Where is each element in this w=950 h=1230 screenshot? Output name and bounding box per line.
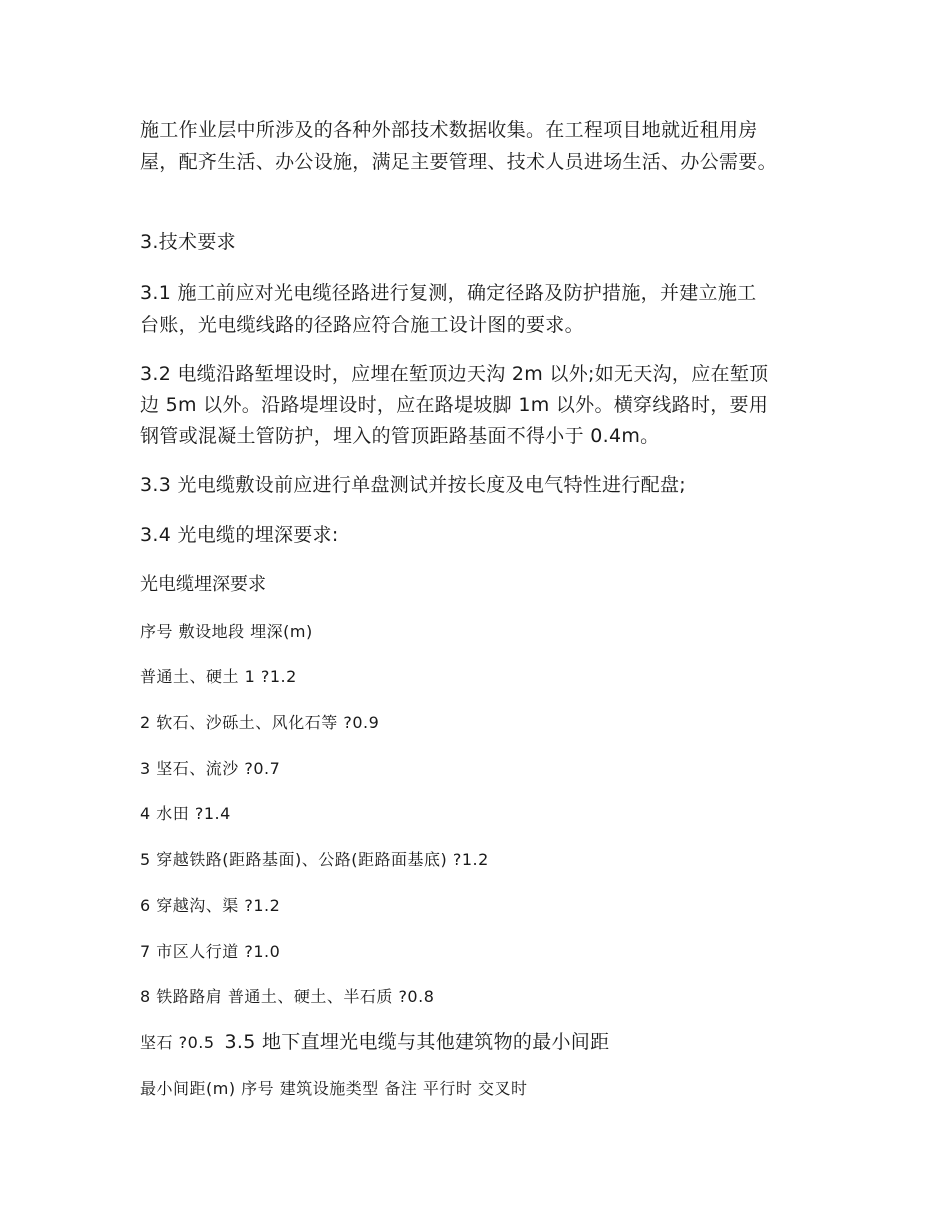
para-3-2-line-3: 钢管或混凝土管防护，埋入的管顶距路基面不得小于 0.4m。 xyxy=(140,425,660,447)
para-3-4: 3.4 光电缆的埋深要求: xyxy=(140,524,339,546)
depth-table-row-8: 8 铁路路肩 普通土、硬土、半石质 ?0.8 xyxy=(140,987,435,1006)
para-3-2-line-1: 3.2 电缆沿路堑埋设时，应埋在堑顶边天沟 2m 以外;如无天沟，应在堑顶 xyxy=(140,363,769,385)
section-3-heading: 3.技术要求 xyxy=(140,231,236,253)
depth-table-title: 光电缆埋深要求 xyxy=(140,574,266,595)
depth-table-row-7: 7 市区人行道 ?1.0 xyxy=(140,942,281,961)
intro-line-2: 屋，配齐生活、办公设施，满足主要管理、技术人员进场生活、办公需要。 xyxy=(140,151,777,173)
para-3-2-line-2: 边 5m 以外。沿路堤埋设时，应在路堤坡脚 1m 以外。横穿线路时，要用 xyxy=(140,394,769,416)
depth-table-row-1: 普通土、硬土 1 ?1.2 xyxy=(140,667,297,686)
para-3-3: 3.3 光电缆敷设前应进行单盘测试并按长度及电气特性进行配盘; xyxy=(140,474,686,496)
depth-table-row-4: 4 水田 ?1.4 xyxy=(140,804,231,823)
para-3-1-line-1: 3.1 施工前应对光电缆径路进行复测，确定径路及防护措施，并建立施工 xyxy=(140,282,757,304)
intro-line-1: 施工作业层中所涉及的各种外部技术数据收集。在工程项目地就近租用房 xyxy=(140,119,758,141)
depth-table-row-5: 5 穿越铁路(距路基面)、公路(距路面基底) ?1.2 xyxy=(140,850,489,869)
depth-table-last-row-line xyxy=(140,1033,609,1052)
depth-table-row-9: 坚石 ?0.5 xyxy=(140,1033,215,1052)
depth-table-row-2: 2 软石、沙砾土、风化石等 ?0.9 xyxy=(140,713,380,732)
spacing-table-header: 最小间距(m) 序号 建筑设施类型 备注 平行时 交叉时 xyxy=(140,1079,528,1098)
depth-table-row-6: 6 穿越沟、渠 ?1.2 xyxy=(140,896,281,915)
section-3-5-heading: 3.5 地下直埋光电缆与其他建筑物的最小间距 xyxy=(224,1031,610,1053)
depth-table-row-3: 3 坚石、流沙 ?0.7 xyxy=(140,759,281,778)
depth-table-header: 序号 敷设地段 埋深(m) xyxy=(140,622,313,641)
para-3-1-line-2: 台账，光电缆线路的径路应符合施工设计图的要求。 xyxy=(140,314,584,336)
